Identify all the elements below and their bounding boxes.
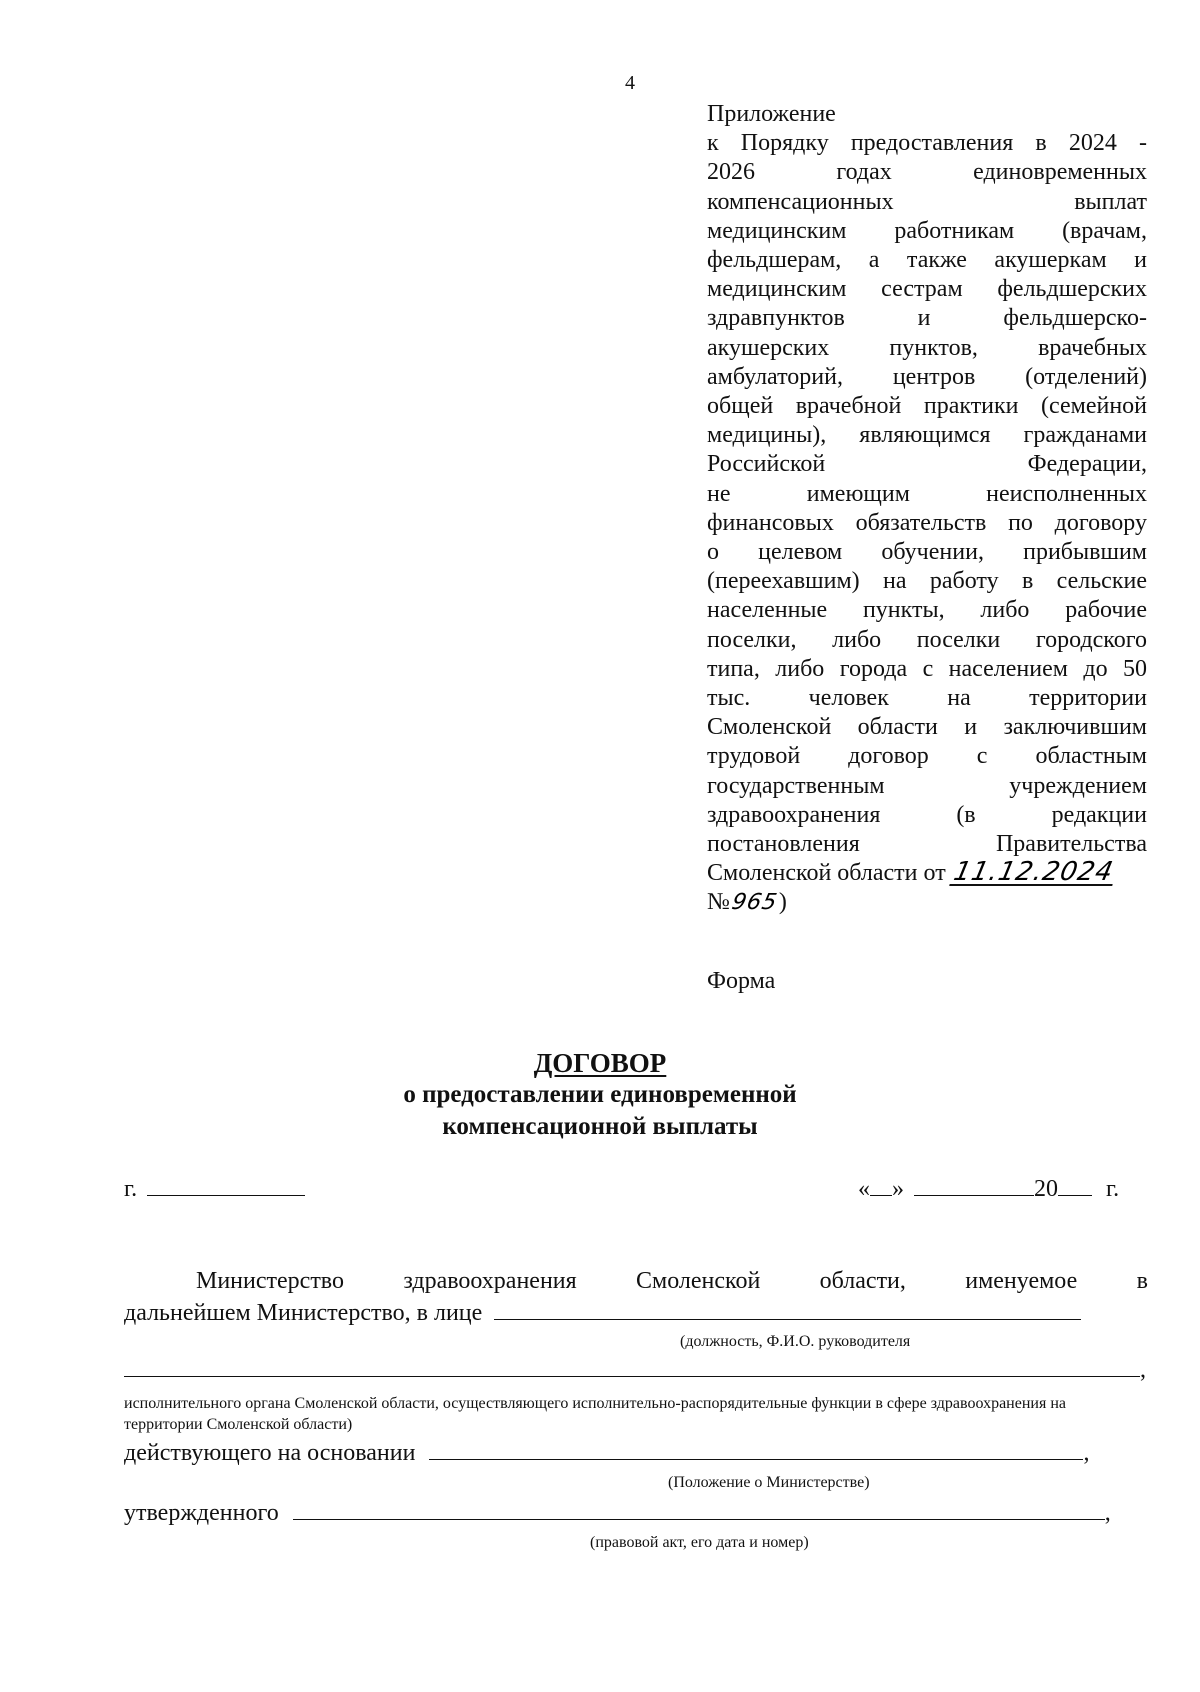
appendix-line: тыс. человек на территории — [707, 685, 1147, 712]
body-text: дальнейшем Министерство, в лице — [124, 1300, 483, 1326]
title-line: о предоставлении единовременной — [403, 1081, 797, 1108]
title-main: ДОГОВОР — [533, 1048, 667, 1078]
appendix-header — [707, 100, 1147, 918]
appendix-line: медицинским сестрам фельдшерских — [707, 276, 1147, 303]
quote-open: « — [858, 1176, 870, 1202]
appendix-line: общей врачебной практики (семейной — [707, 393, 1147, 420]
number-suffix: ) — [778, 889, 787, 916]
caption-executive-organ: исполнительного органа Смоленской области, осуществляющего исполнительно-распорядительные функции в сфере здравоохранения на территории Смоленской области) — [124, 1395, 1066, 1433]
hint-position-name: (должность, Ф.И.О. руководителя — [680, 1333, 911, 1350]
appendix-line: компенсационных выплат — [707, 188, 1147, 215]
appendix-line: акушерских пунктов, врачебных — [707, 334, 1147, 361]
appendix-line: трудовой договор с областным — [707, 743, 1147, 770]
appendix-line: Смоленской области и заключившим — [707, 714, 1147, 741]
body-word: области, — [819, 1268, 906, 1294]
year-prefix: 20 — [1034, 1176, 1058, 1202]
representative-blank[interactable] — [494, 1319, 1081, 1320]
appendix-line: поселки, либо поселки городского — [707, 626, 1147, 653]
hint-legal-act: (правовой акт, его дата и номер) — [590, 1534, 809, 1551]
month-blank[interactable] — [914, 1195, 1034, 1196]
body-word: Смоленской — [636, 1268, 761, 1294]
body-word: здравоохранения — [403, 1268, 577, 1294]
year-suffix: г. — [1106, 1176, 1120, 1202]
approval-act-blank[interactable] — [293, 1519, 1105, 1520]
appendix-number-line — [707, 888, 1147, 917]
appendix-line: постановления Правительства — [707, 831, 1147, 858]
basis-blank[interactable] — [429, 1459, 1083, 1460]
date-prefix: Смоленской области от — [707, 860, 952, 887]
comma: , — [1083, 1440, 1090, 1466]
appendix-line: 2026 годах единовременных — [707, 159, 1147, 186]
body-text: действующего на основании — [124, 1440, 416, 1466]
appendix-line: Приложение — [707, 101, 836, 127]
appendix-line: к Порядку предоставления в 2024 - — [707, 130, 1147, 157]
date-field — [858, 1176, 1119, 1203]
appendix-line: амбулаторий, центров (отделений) — [707, 363, 1147, 390]
appendix-line: медицины), являющимся гражданами — [707, 422, 1147, 449]
document-title — [0, 1047, 1200, 1143]
handwritten-number: 965 — [729, 890, 780, 916]
day-blank[interactable] — [870, 1195, 892, 1196]
number-sign: № — [707, 889, 730, 916]
appendix-line: Российской Федерации, — [707, 451, 1147, 478]
appendix-line: о целевом обучении, прибывшим — [707, 539, 1147, 566]
appendix-line: не имеющим неисполненных — [707, 480, 1147, 507]
quote-close: » — [892, 1176, 904, 1202]
appendix-line: государственным учреждением — [707, 772, 1147, 799]
appendix-line: здравпунктов и фельдшерско- — [707, 305, 1147, 332]
body-text: утвержденного — [124, 1500, 279, 1526]
body-line-2 — [124, 1300, 1081, 1327]
body-word: именуемое — [965, 1268, 1078, 1294]
executive-organ-blank[interactable] — [124, 1356, 1140, 1377]
appendix-line: финансовых обязательств по договору — [707, 509, 1147, 536]
appendix-line: медицинским работникам (врачам, — [707, 217, 1147, 244]
appendix-line: типа, либо города с населением до 50 — [707, 655, 1147, 682]
appendix-line: фельдшерам, а также акушеркам и — [707, 247, 1147, 274]
city-blank[interactable] — [147, 1195, 305, 1196]
comma: , — [1104, 1500, 1111, 1526]
hint-regulation: (Положение о Министерстве) — [668, 1474, 870, 1491]
body-line-5 — [124, 1500, 1111, 1527]
page-number: 4 — [625, 72, 635, 94]
body-word: Министерство — [196, 1268, 344, 1294]
body-line-4 — [124, 1440, 1089, 1467]
body-word: в — [1136, 1268, 1148, 1294]
appendix-line: населенные пункты, либо рабочие — [707, 597, 1147, 624]
body-line-3 — [124, 1356, 1146, 1384]
body-line-1 — [196, 1268, 1148, 1295]
comma: , — [1140, 1357, 1146, 1383]
city-field — [124, 1176, 305, 1203]
year-blank[interactable] — [1058, 1195, 1092, 1196]
appendix-line: (переехавшим) на работу в сельские — [707, 568, 1147, 595]
appendix-line: здравоохранения (в редакции — [707, 801, 1147, 828]
appendix-date-line — [707, 859, 1147, 888]
city-prefix: г. — [124, 1176, 138, 1202]
title-line: компенсационной выплаты — [442, 1113, 758, 1140]
handwritten-date: 11.12.2024 — [950, 857, 1116, 888]
form-label: Форма — [707, 968, 776, 994]
